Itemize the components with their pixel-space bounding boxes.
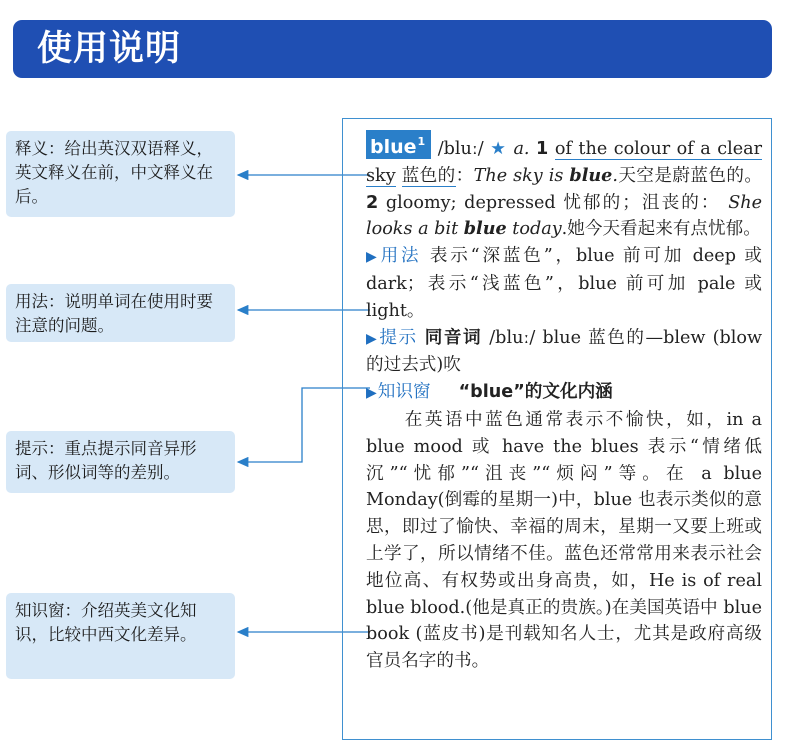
sense-2-definition-en: gloomy; depressed <box>385 192 556 213</box>
callout-culture: 知识窗：介绍英美文化知识，比较中西文化差异。 <box>6 593 235 679</box>
culture-body: 在英语中蓝色通常表示不愉快，如，in a blue mood 或 have the blues 表示“情绪低沉”“忧郁”“沮丧”“烦闷”等。在 a blue Monday(倒霉的星期一)中，blue 也表示类似的意思，即过了愉快、幸福的周末，星期一又要上班或上学了，所以情绪不佳。蓝色还常常用来表示社会地位高、有权势或出身高贵，如，He is of real blue blood.(他是真正的贵族。)在美国英语中 blue book (蓝皮书)是刊载知名人士，尤其是政府高级官员名字的书。 <box>366 409 762 672</box>
usage-section: ▶用法 表示“深蓝色”，blue 前可加 deep 或 dark；表示“浅蓝色”，blue 前可加 pale 或 light。 <box>366 246 762 321</box>
page-title: 使用说明 <box>37 29 182 69</box>
sense-1-definition-en-cont: sky <box>366 165 396 186</box>
callout-tip: 提示：重点提示同音异形词、形似词等的差别。 <box>6 431 235 493</box>
tip-section: ▶提示 同音词 /bluː/ blue 蓝色的—blew (blow 的过去式)吹 <box>366 327 763 376</box>
sense-1-definition-en: of the colour of a clear <box>554 139 763 159</box>
part-of-speech: a. <box>513 139 530 159</box>
sense-1-definition-zh: 蓝色的 <box>401 165 456 186</box>
sense-2-definition-zh: 忧郁的；沮丧的： <box>563 192 721 213</box>
culture-label: 知识窗 <box>377 382 431 403</box>
entry-definitions: blue$^1$ /bluː/ ★ a. 1 of the colour of a clear sky 蓝色的：The sky is blue.天空是蔚蓝色的。 2 gloomy; depressed 忧郁的；沮丧的： She looks a bit blue today.她今天看起来有点忧郁。 <box>366 130 762 243</box>
sense-2-number: 2 <box>366 192 379 213</box>
culture-section <box>366 379 762 407</box>
tip-label: 提示 <box>379 327 418 348</box>
sense-2-example: She looks a bit blue today <box>366 192 762 240</box>
usage-label: 用法 <box>380 246 422 267</box>
dictionary-entry <box>366 130 762 675</box>
triangle-icon: ▶ <box>366 249 380 266</box>
sense-1-number: 1 <box>536 139 549 159</box>
triangle-icon: ▶ <box>366 330 379 347</box>
callout-usage: 用法：说明单词在使用时要注意的问题。 <box>6 284 235 342</box>
sense-2-example-zh: .她今天看起来有点忧郁。 <box>561 219 761 240</box>
triangle-icon: ▶ <box>366 385 377 402</box>
tip-heading: 同音词 <box>424 327 483 348</box>
headword: blue$^1$ <box>366 130 431 159</box>
callout-definition: 释义：给出英汉双语释义，英文释义在前，中文释义在后。 <box>6 131 235 217</box>
sense-1-example: The sky is blue. <box>473 164 618 186</box>
culture-heading: “blue”的文化内涵 <box>458 382 613 403</box>
sense-1-example-zh: 天空是蔚蓝色的。 <box>617 165 762 186</box>
star-icon: ★ <box>490 139 507 159</box>
pronunciation: /bluː/ <box>437 139 484 159</box>
